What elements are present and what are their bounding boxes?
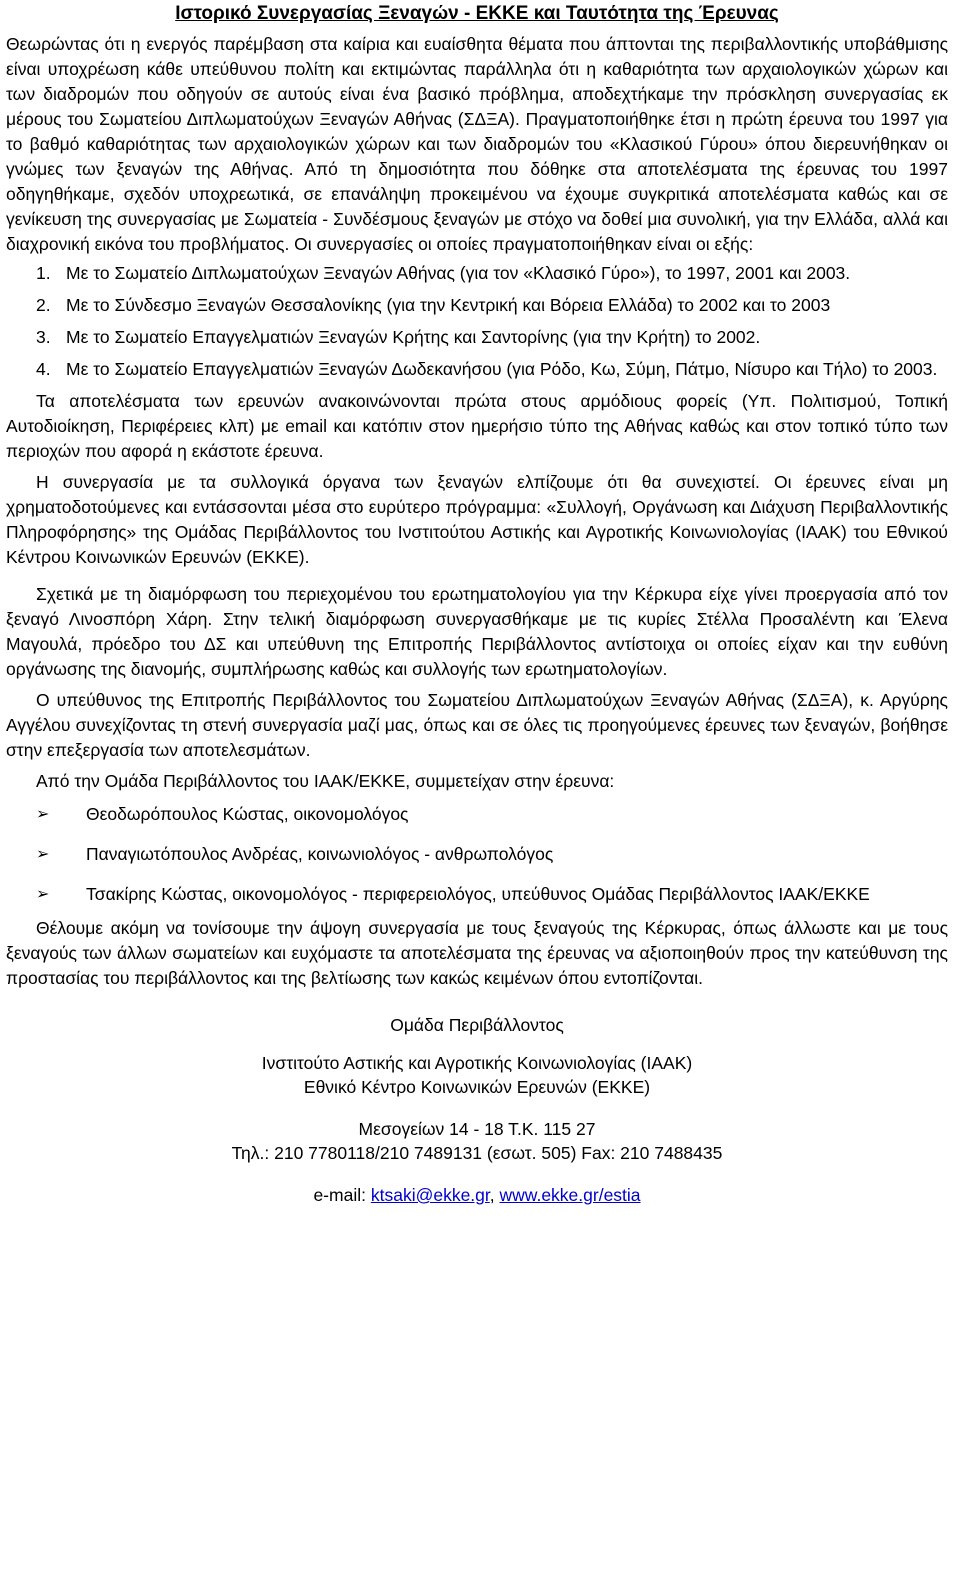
list-number: 2. — [36, 295, 51, 315]
list-text: Τσακίρης Κώστας, οικονομολόγος - περιφερειολόγος, υπεύθυνος Ομάδας Περιβάλλοντος ΙΑΑΚ/ΕΚΚΕ — [86, 884, 870, 904]
list-text: Θεοδωρόπουλος Κώστας, οικονομολόγος — [86, 804, 409, 824]
address: Μεσογείων 14 - 18 Τ.Κ. 115 27 — [358, 1119, 596, 1139]
list-number: 4. — [36, 359, 51, 379]
list-text: Με το Σύνδεσμο Ξεναγών Θεσσαλονίκης (για την Κεντρική και Βόρεια Ελλάδα) το 2002 και το 2003 — [66, 295, 831, 315]
group-name: Ομάδα Περιβάλλοντος — [390, 1015, 564, 1035]
list-text: Με το Σωματείο Διπλωματούχων Ξεναγών Αθήνας (για τον «Κλασικό Γύρο»), το 1997, 2001 και 2003. — [66, 263, 851, 283]
list-text: Με το Σωματείο Επαγγελματιών Ξεναγών Δωδεκανήσου (για Ρόδο, Κω, Σύμη, Πάτμο, Νίσυρο και Τήλο) το 2003. — [66, 359, 938, 379]
intro-paragraph: Θεωρώντας ότι η ενεργός παρέμβαση στα καίρια και ευαίσθητα θέματα που άπτονται της περιβαλλοντικής υποβάθμισης είναι υποχρέωση κάθε υπεύθυνου πολίτη και εκτιμώντας παράλληλα ότι η καθαριότητα των αρχαιολογικών χώρων και των διαδρομών που οδηγούν σε αυτούς είναι ένα βασικό πρόβλημα, αποδεχτήκαμε την πρόσκληση συνεργασίας εκ μέρους του Σωματείου Διπλωματούχων Ξεναγών Αθήνας (ΣΔΞΑ). Πραγματοποιήθηκε έτσι η πρώτη έρευνα του 1997 για το βαθμό καθαριότητας των αρχαιολογικών χώρων και των διαδρομών του «Κλασικού Γύρου» όπου διερευνήθηκαν οι γνώμες των ξεναγών της Αθήνας. Από τη δημοσιότητα που δόθηκε στα αποτελέσματα της έρευνας του 1997 οδηγηθήκαμε, σχεδόν υποχρεωτικά, σε επανάληψη προκειμένου να έχουμε συγκριτικά αποτελέσματα καθώς και σε γενίκευση της συνεργασίας με Σωματεία - Συνδέσμους ξεναγών με στόχο να δοθεί μια συνολική, για την Ελλάδα, αλλά και διαχρονική εικόνα του προβλήματος. Οι συνεργασίες οι οποίες πραγματοποιήθηκαν είναι οι εξής: — [6, 34, 948, 254]
institute-name: Ινστιτούτο Αστικής και Αγροτικής Κοινωνιολογίας (ΙΑΑΚ) — [261, 1053, 693, 1073]
list-item — [6, 325, 948, 350]
list-item — [6, 261, 948, 286]
list-number: 3. — [36, 327, 51, 347]
email-link[interactable]: ktsaki@ekke.gr — [370, 1185, 490, 1205]
list-item — [6, 293, 948, 318]
list-number: 1. — [36, 263, 51, 283]
participants-list — [6, 802, 948, 907]
participants-intro: Από την Ομάδα Περιβάλλοντος του ΙΑΑΚ/ΕΚΚΕ, συμμετείχαν στην έρευνα: — [36, 771, 615, 791]
list-item — [6, 842, 948, 867]
list-item — [6, 802, 948, 827]
arrow-bullet-icon: ➢ — [36, 846, 50, 863]
contact-line — [6, 1183, 948, 1207]
page-title: Ιστορικό Συνεργασίας Ξεναγών - ΕΚΚΕ και Ταυτότητα της Έρευνας — [175, 3, 779, 24]
acknowledgement-paragraph: Ο υπεύθυνος της Επιτροπής Περιβάλλοντος του Σωματείου Διπλωματούχων Ξεναγών Αθήνας (ΣΔΞΑ), κ. Αργύρης Αγγέλου συνεχίζοντας τη στενή συνεργασία μαζί μας, όπως και σε όλες τις προηγούμενες έρευνες των ξεναγών, βοήθησε στην επεξεργασία των αποτελεσμάτων. — [6, 690, 948, 760]
closing-paragraph: Θέλουμε ακόμη να τονίσουμε την άψογη συνεργασία με τους ξεναγούς της Κέρκυρας, όπως άλλωστε και με τους ξεναγούς των άλλων σωματείων και ευχόμαστε τα αποτελέσματα της έρευνας να αξιοποιηθούν προς την κατεύθυνση της προστασίας του περιβάλλοντος και της βελτίωσης των κακώς κειμένων όπου εντοπίζονται. — [6, 918, 948, 988]
arrow-bullet-icon: ➢ — [36, 886, 50, 903]
phone-fax: Τηλ.: 210 7780118/210 7489131 (εσωτ. 505) Fax: 210 7488435 — [231, 1143, 723, 1163]
separator: , — [489, 1185, 495, 1205]
signature-block — [6, 1013, 948, 1207]
list-item — [6, 357, 948, 382]
collaborations-list — [6, 261, 948, 382]
list-text: Παναγιωτόπουλος Ανδρέας, κοινωνιολόγος - ανθρωπολόγος — [86, 844, 554, 864]
centre-name: Εθνικό Κέντρο Κοινωνικών Ερευνών (ΕΚΚΕ) — [303, 1077, 651, 1097]
results-paragraph: Τα αποτελέσματα των ερευνών ανακοινώνονται πρώτα στους αρμόδιους φορείς (Υπ. Πολιτισμού, Τοπική Αυτοδιοίκηση, Περιφέρειες κλπ) με email και κατόπιν στον ημερήσιο τύπο της Αθήνας καθώς και στον τοπικό τύπο των περιοχών που αφορά η εκάστοτε έρευνα. — [6, 391, 948, 461]
email-label: e-mail: — [313, 1185, 366, 1205]
website-link[interactable]: www.ekke.gr/estia — [499, 1185, 641, 1205]
list-text: Με το Σωματείο Επαγγελματιών Ξεναγών Κρήτης και Σαντορίνης (για την Κρήτη) το 2002. — [66, 327, 761, 347]
collaboration-paragraph: Η συνεργασία με τα συλλογικά όργανα των ξεναγών ελπίζουμε ότι θα συνεχιστεί. Οι έρευνες είναι μη χρηματοδοτούμενες και εντάσσονται μέσα στο ευρύτερο πρόγραμμα: «Συλλογή, Οργάνωση και Διάχυση Περιβαλλοντικής Πληροφόρησης» της Ομάδας Περιβάλλοντος του Ινστιτούτου Αστικής και Αγροτικής Κοινωνιολογίας (ΙΑΑΚ) του Εθνικού Κέντρου Κοινωνικών Ερευνών (ΕΚΚΕ). — [6, 472, 948, 567]
list-item — [6, 882, 948, 907]
arrow-bullet-icon: ➢ — [36, 806, 50, 823]
document-page — [0, 2, 960, 1588]
questionnaire-paragraph: Σχετικά με τη διαμόρφωση του περιεχομένου του ερωτηματολογίου για την Κέρκυρα είχε γίνει προεργασία από τον ξεναγό Λινοσπόρη Χάρη. Στην τελική διαμόρφωση συνεργασθήκαμε με τις κυρίες Στέλλα Προσαλέντη και Έλενα Μαγουλά, πρόεδρο του ΔΣ και υπεύθυνη της Επιτροπής Περιβάλλοντος αντίστοιχα οι οποίες είχαν και την ευθύνη οργάνωσης της διανομής, συμπλήρωσης καθώς και συλλογής των ερωτηματολογίων. — [6, 584, 948, 679]
